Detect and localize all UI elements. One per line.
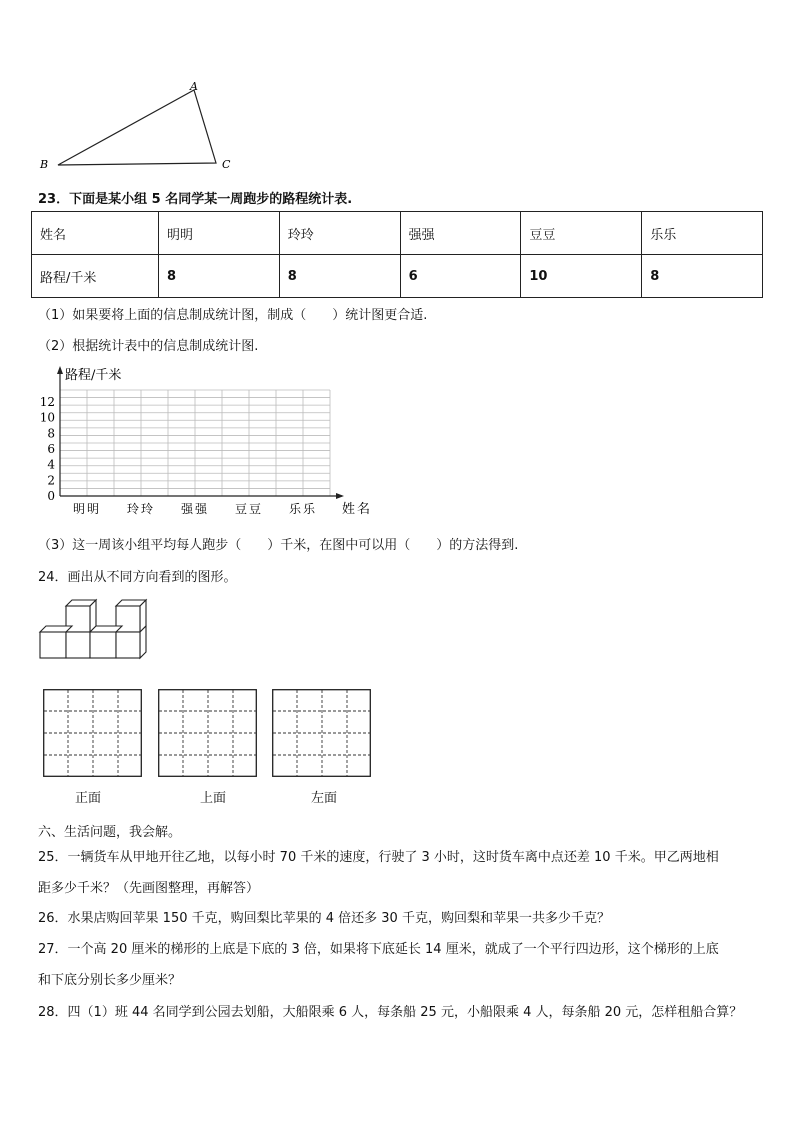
triangle-figure <box>30 76 250 176</box>
vertex-a-label: A <box>190 80 198 93</box>
y-axis-arrow <box>57 366 63 374</box>
x-axis-arrow <box>336 493 344 499</box>
chart-y-ticks <box>40 395 56 503</box>
table-row <box>32 255 763 298</box>
chart-x-axis-label: 姓名 <box>342 502 373 517</box>
y-tick-label: 2 <box>47 473 55 488</box>
question-26: 26．水果店购回苹果 150 千克，购回梨比苹果的 4 倍还多 30 千克，购回梨和苹果一共多少千克？ <box>38 911 610 926</box>
left-view-grid <box>272 689 372 777</box>
chart-grid <box>60 390 330 496</box>
vertex-c-label: C <box>222 158 231 171</box>
triangle-abc <box>58 90 216 165</box>
question-23-title: 23．下面是某小组 5 名同学某一周跑步的路程统计表. <box>38 192 353 207</box>
question-23-sub1: （1）如果要将上面的信息制成统计图，制成（ ）统计图更合适. <box>38 308 428 323</box>
question-25-line2: 距多少千米？（先画图整理，再解答） <box>38 881 260 896</box>
y-tick-label: 10 <box>39 410 55 425</box>
blank-bar-chart <box>30 362 390 522</box>
x-category-label: 豆豆 <box>234 502 264 516</box>
table-cell: 路程/千米 <box>32 255 159 298</box>
y-tick-label: 6 <box>47 442 55 456</box>
question-23-sub2: （2）根据统计表中的信息制成统计图. <box>38 339 259 354</box>
table-cell: 玲玲 <box>279 212 400 255</box>
question-27-line1: 27．一个高 20 厘米的梯形的上底是下底的 3 倍，如果将下底延长 14 厘米，就成了一个平行四边形，这个梯形的上底 <box>38 942 719 957</box>
table-cell: 6 <box>400 255 521 298</box>
x-category-label: 乐乐 <box>288 502 318 516</box>
cube-stack-figure <box>38 596 158 662</box>
view-label-front: 正面 <box>74 791 101 806</box>
section-6-title: 六、生活问题，我会解。 <box>38 825 182 840</box>
question-24-title: 24．画出从不同方向看到的图形。 <box>38 570 237 585</box>
table-cell: 豆豆 <box>521 212 642 255</box>
table-cell: 8 <box>159 255 280 298</box>
y-tick-label: 4 <box>47 457 55 472</box>
table-header-row <box>32 212 763 255</box>
table-cell: 8 <box>279 255 400 298</box>
table-cell: 强强 <box>400 212 521 255</box>
chart-x-ticks <box>73 502 317 516</box>
front-view-grid <box>43 689 143 777</box>
view-label-top: 上面 <box>199 791 226 806</box>
table-cell: 乐乐 <box>642 212 763 255</box>
y-tick-label: 8 <box>47 426 55 441</box>
y-tick-label: 12 <box>39 395 55 409</box>
table-cell: 10 <box>521 255 642 298</box>
vertex-b-label: B <box>40 158 49 171</box>
top-view-grid <box>158 689 258 777</box>
question-28: 28．四（1）班 44 名同学到公园去划船，大船限乘 6 人，每条船 25 元，小船限乘 4 人，每条船 20 元，怎样租船合算？ <box>38 1005 743 1020</box>
table-cell: 明明 <box>159 212 280 255</box>
x-category-label: 明明 <box>72 502 102 516</box>
x-category-label: 玲玲 <box>126 502 156 516</box>
question-27-line2: 和下底分别长多少厘米？ <box>38 973 182 988</box>
question-25-line1: 25．一辆货车从甲地开往乙地，以每小时 70 千米的速度，行驶了 3 小时，这时货车离中点还差 10 千米。甲乙两地相 <box>38 850 719 865</box>
running-distance-table <box>31 211 763 298</box>
question-23-sub3: （3）这一周该小组平均每人跑步（ ）千米，在图中可以用（ ）的方法得到. <box>38 538 519 553</box>
table-cell: 姓名 <box>32 212 159 255</box>
view-label-left: 左面 <box>310 791 337 806</box>
chart-y-axis-label: 路程/千米 <box>65 368 122 383</box>
table-cell: 8 <box>642 255 763 298</box>
y-tick-label: 0 <box>47 489 55 503</box>
x-category-label: 强强 <box>180 502 210 516</box>
chart-axes <box>57 366 344 499</box>
